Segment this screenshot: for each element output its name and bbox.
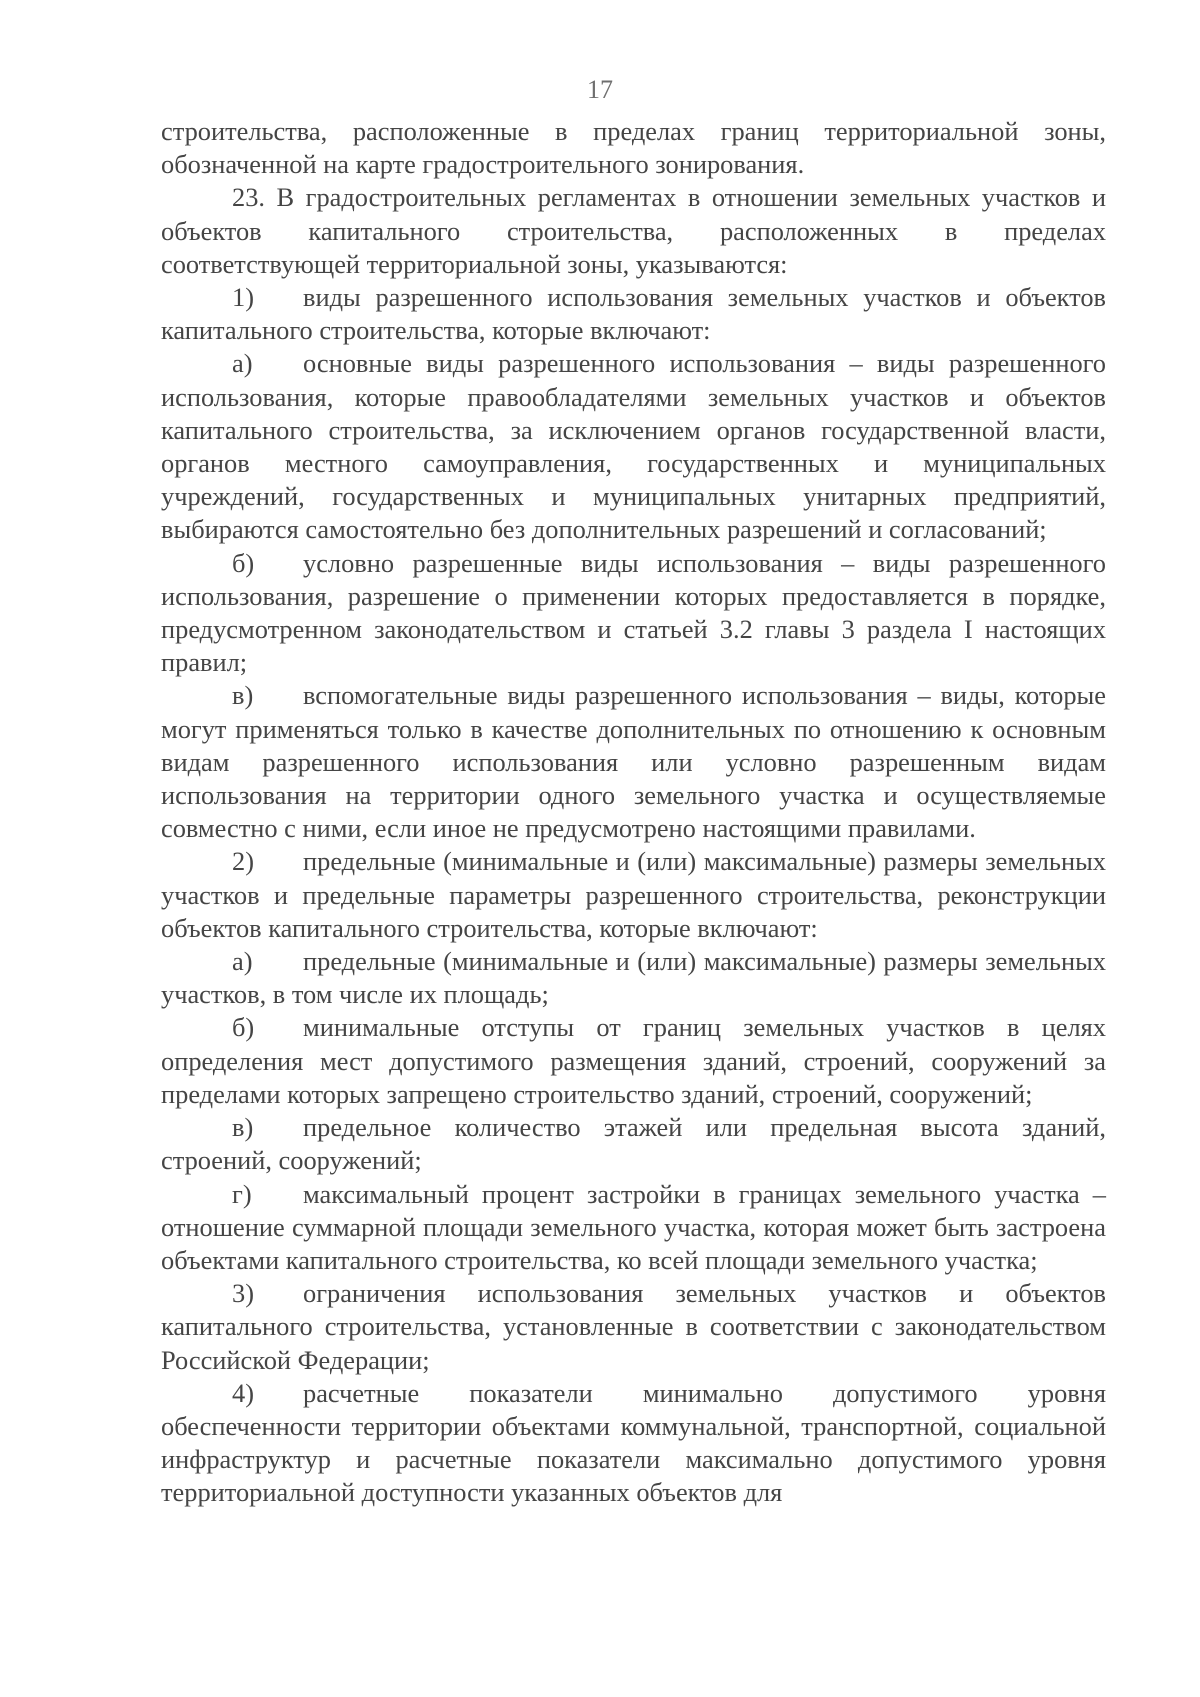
list-marker: 3) bbox=[232, 1278, 254, 1309]
list-marker: а) bbox=[232, 946, 253, 977]
paragraph-continuation bbox=[161, 115, 1106, 181]
list-marker: в) bbox=[232, 1112, 254, 1143]
list-item-1b bbox=[161, 547, 1106, 680]
list-item-1a bbox=[161, 347, 1106, 546]
list-marker: б) bbox=[232, 1012, 255, 1043]
paragraph-text: основные виды разрешенного использования – виды разрешенного использования, которые правообладателями земельных участков и объектов капитального строительства, за исключением органов государственной власти, органов местного самоуправления, государственных и муниципальных учреждений, государственных и муниципальных унитарных предприятий, выбираются самостоятельно без дополнительных разрешений и согласований; bbox=[161, 348, 1106, 545]
paragraph-text: строительства, расположенные в пределах границ территориальной зоны, обозначенной на карте градостроительного зонирования. bbox=[161, 116, 1106, 180]
list-marker: 1) bbox=[232, 282, 254, 313]
paragraph-23 bbox=[161, 181, 1106, 281]
list-marker: 4) bbox=[232, 1377, 254, 1408]
list-item-1v bbox=[161, 679, 1106, 845]
list-item-2 bbox=[161, 845, 1106, 945]
paragraph-text: минимальные отступы от границ земельных участков в целях определения мест допустимого размещения зданий, строений, сооружений за пределами которых запрещено строительство зданий, строений, сооружений; bbox=[161, 1012, 1106, 1109]
paragraph-text: ограничения использования земельных участков и объектов капитального строительства, установленные в соответствии с законодательством Российской Федерации; bbox=[161, 1278, 1106, 1375]
paragraph-text: вспомогательные виды разрешенного использования – виды, которые могут применяться только в качестве дополнительных по отношению к основным видам разрешенного использования или условно разрешенным видам использования на территории одного земельного участка и осуществляемые совместно с ними, если иное не предусмотрено настоящими правилами. bbox=[161, 680, 1106, 844]
page-number: 17 bbox=[587, 75, 613, 104]
list-item-2b bbox=[161, 1011, 1106, 1111]
list-marker: а) bbox=[232, 348, 253, 379]
list-marker: б) bbox=[232, 547, 255, 578]
list-item-2g bbox=[161, 1178, 1106, 1278]
list-item-3 bbox=[161, 1277, 1106, 1377]
paragraph-text: виды разрешенного использования земельных участков и объектов капитального строительства, которые включают: bbox=[161, 282, 1106, 346]
list-item-1 bbox=[161, 281, 1106, 347]
list-marker: г) bbox=[232, 1178, 252, 1209]
paragraph-text: предельное количество этажей или предельная высота зданий, строений, сооружений; bbox=[161, 1112, 1106, 1176]
paragraph-text: предельные (минимальные и (или) максимальные) размеры земельных участков, в том числе их площадь; bbox=[161, 946, 1106, 1010]
paragraph-text: 23. В градостроительных регламентах в отношении земельных участков и объектов капитального строительства, расположенных в пределах соответствующей территориальной зоны, указываются: bbox=[161, 182, 1106, 279]
list-marker: 2) bbox=[232, 846, 254, 877]
paragraph-text: условно разрешенные виды использования – виды разрешенного использования, разрешение о применении которых предоставляется в порядке, предусмотренном законодательством и статьей 3.2 главы 3 раздела I настоящих правил; bbox=[161, 547, 1106, 678]
paragraph-text: расчетные показатели минимально допустимого уровня обеспеченности территории объектами коммунальной, транспортной, социальной инфраструктур и расчетные показатели максимально допустимого уровня территориальной доступности указанных объектов для bbox=[161, 1377, 1106, 1508]
paragraph-text: максимальный процент застройки в границах земельного участка – отношение суммарной площади земельного участка, которая может быть застроена объектами капитального строительства, ко всей площади земельного участка; bbox=[161, 1178, 1106, 1275]
list-item-4 bbox=[161, 1377, 1106, 1510]
list-item-2a bbox=[161, 945, 1106, 1011]
list-marker: в) bbox=[232, 680, 254, 711]
document-body bbox=[161, 115, 1106, 1510]
paragraph-text: предельные (минимальные и (или) максимальные) размеры земельных участков и предельные параметры разрешенного строительства, реконструкции объектов капитального строительства, которые включают: bbox=[161, 846, 1106, 943]
list-item-2v bbox=[161, 1111, 1106, 1177]
